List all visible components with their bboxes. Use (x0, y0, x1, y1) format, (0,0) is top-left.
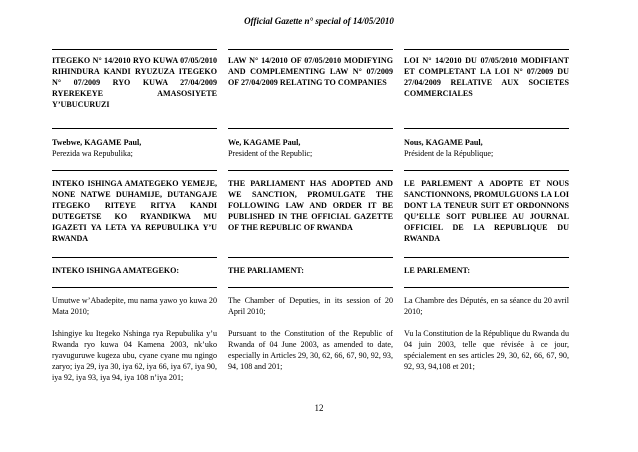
session-text: La Chambre des Députés, en sa séance du 20 avril 2010; (404, 296, 569, 317)
separator-rule (228, 257, 393, 258)
signatory-name: We, KAGAME Paul, (228, 138, 301, 147)
promulgation-text: LE PARLEMENT A ADOPTE ET NOUS SANCTIONNONS, PROMULGUONS LA LOI DONT LA TENEUR SUIT ET ORDONNONS QU’ELLE SOIT PUBLIEE AU JOURNAL OFFICIEL DE LA REPUBLIQUE DU RWANDA (404, 179, 569, 244)
signatory-role: Président de la République; (404, 149, 494, 158)
signatory-name: Twebwe, KAGAME Paul, (52, 138, 142, 147)
separator-rule (404, 49, 569, 50)
gazette-header: Official Gazette n° special of 14/05/2010 (244, 16, 394, 26)
separator-rule (52, 257, 217, 258)
constitution-text: Ishingiye ku Itegeko Nshinga rya Repubulika y’u Rwanda ryo kuwa 04 Kamena 2003, nk’uko ryavuguruwe kugeza ubu, cyane cyane mu ngingo zaryo; iya 29, iya 30, iya 62, iya 66, iya 67, iya 90, iya 92, iya 93, iya 94, iya 108 n’iya 201; (52, 329, 217, 383)
session-text: The Chamber of Deputies, in its session of 20 April 2010; (228, 296, 393, 317)
separator-rule (228, 128, 393, 129)
separator-rule (404, 287, 569, 288)
law-title: LOI N° 14/2010 DU 07/05/2010 MODIFIANT ET COMPLETANT LA LOI N° 07/2009 DU 27/04/2009 RELATIVE AUX SOCIETES COMMERCIALES (404, 56, 569, 99)
parliament-heading: INTEKO ISHINGA AMATEGEKO: (52, 266, 180, 275)
separator-rule (404, 128, 569, 129)
separator-rule (228, 287, 393, 288)
signatory-role: President of the Republic; (228, 149, 313, 158)
separator-rule (52, 128, 217, 129)
separator-rule (228, 49, 393, 50)
constitution-text: Vu la Constitution de la République du Rwanda du 04 juin 2003, telle que révisée à ce jour, spécialement en ses articles 29, 30, 62, 66, 67, 90, 92, 93, 94,108 et 201; (404, 329, 569, 372)
law-title: LAW N° 14/2010 OF 07/05/2010 MODIFYING AND COMPLEMENTING LAW N° 07/2009 OF 27/04/2009 RELATING TO COMPANIES (228, 56, 393, 88)
page-number: 12 (314, 403, 324, 413)
separator-rule (228, 170, 393, 171)
separator-rule (52, 287, 217, 288)
session-text: Umutwe w’Abadepite, mu nama yawo yo kuwa 20 Mata 2010; (52, 296, 217, 317)
parliament-heading: LE PARLEMENT: (404, 266, 471, 275)
separator-rule (404, 257, 569, 258)
separator-rule (52, 49, 217, 50)
separator-rule (52, 170, 217, 171)
constitution-text: Pursuant to the Constitution of the Republic of Rwanda of 04 June 2003, as amended to date, especially in Articles 29, 30, 62, 66, 67, 90, 92, 93, 94, 108 and 201; (228, 329, 394, 372)
promulgation-text: THE PARLIAMENT HAS ADOPTED AND WE SANCTION, PROMULGATE THE FOLLOWING LAW AND ORDER IT BE PUBLISHED IN THE OFFICIAL GAZETTE OF THE REPUBLIC OF RWANDA (228, 179, 393, 233)
signatory-role: Perezida wa Repubulika; (52, 149, 133, 158)
signatory-name: Nous, KAGAME Paul, (404, 138, 483, 147)
parliament-heading: THE PARLIAMENT: (228, 266, 304, 275)
law-title: ITEGEKO N° 14/2010 RYO KUWA 07/05/2010 RIHINDURA KANDI RYUZUZA ITEGEKO N° 07/2009 RYO KUWA 27/04/2009 RYEREKEYE AMASOSIYETE Y’UBUCURUZI (52, 56, 217, 110)
promulgation-text: INTEKO ISHINGA AMATEGEKO YEMEJE, NONE NATWE DUHAMIJE, DUTANGAJE ITEGEKO RITEYE RITYA KANDI DUTEGETSE KO RYANDIKWA MU IGAZETI YA LETA YA REPUBULIKA Y’U RWANDA (52, 179, 217, 244)
separator-rule (404, 170, 569, 171)
